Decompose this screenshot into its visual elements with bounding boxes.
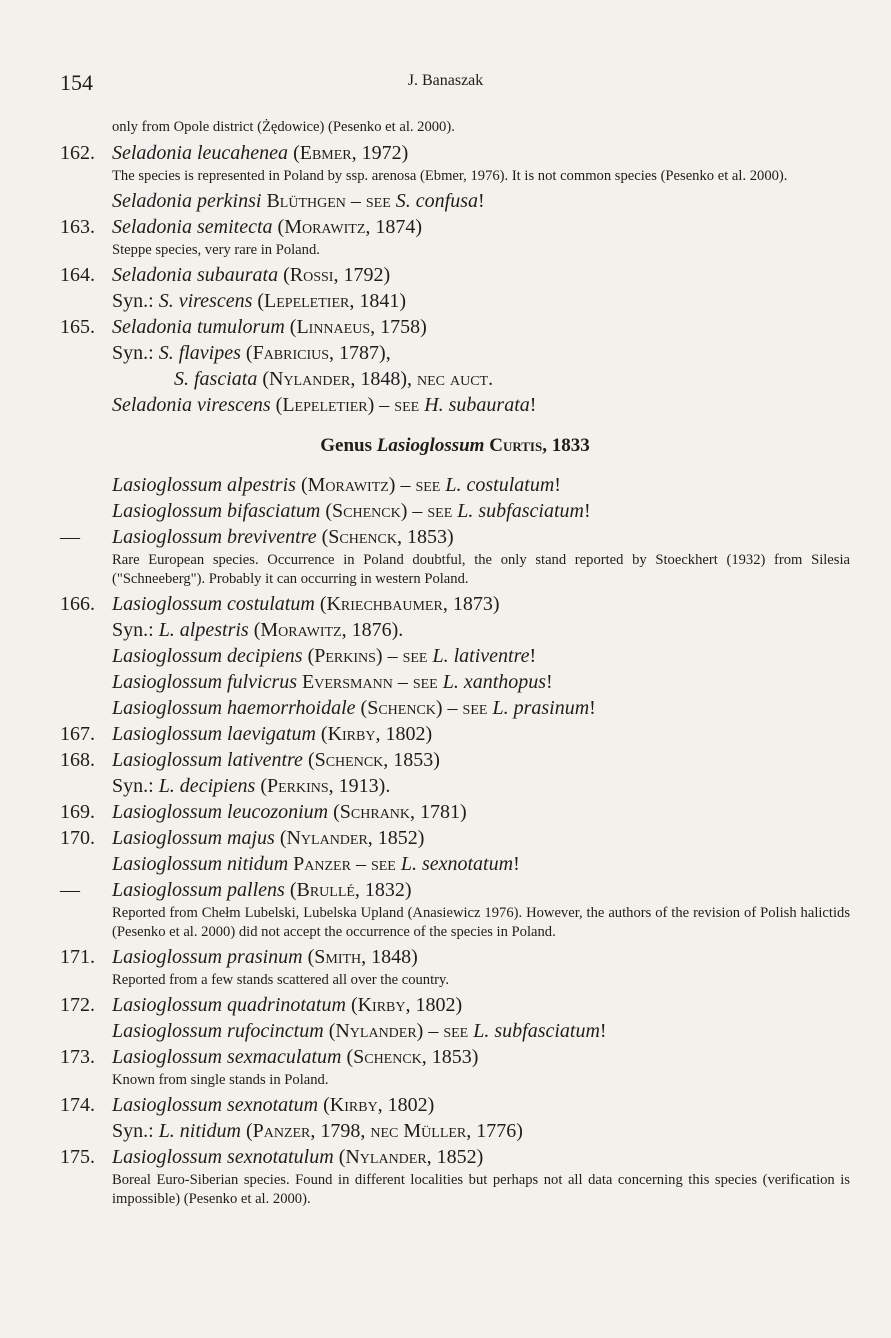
synonym <box>112 289 850 313</box>
synonym <box>112 1119 850 1143</box>
ref-target: H. subaurata <box>424 394 530 416</box>
species-name: Lasioglossum quadrinotatum <box>112 994 346 1016</box>
author-citation: (Kirby, 1802) <box>345 994 463 1016</box>
entry-172 <box>60 993 850 1017</box>
author-citation: (Schenck, 1853) <box>316 526 454 548</box>
species-name: Lasioglossum decipiens <box>112 645 303 667</box>
syn-label: Syn.: <box>112 342 159 364</box>
author-citation: (Kirby, 1802) <box>318 1094 435 1116</box>
cross-ref <box>112 189 850 213</box>
synonym <box>174 367 850 391</box>
species-name: L. alpestris <box>158 619 249 641</box>
ref-target: L. subfasciatum <box>473 1020 600 1042</box>
note: Rare European species. Occurrence in Poland doubtful, the only stand reported by Stoeckhert (1932) from Silesia ("Schneeberg"). Probably it can occurring in western Poland. <box>112 552 850 587</box>
species-name: Lasioglossum prasinum <box>112 946 303 968</box>
exclamation: ! <box>513 853 520 875</box>
note: The species is represented in Poland by ssp. arenosa (Ebmer, 1976). It is not common species (Pesenko et al. 2000). <box>112 168 788 184</box>
species-name: Lasioglossum breviventre <box>112 526 317 548</box>
note: Steppe species, very rare in Poland. <box>112 242 320 258</box>
author-citation: (Schenck, 1853) <box>341 1046 479 1068</box>
author-citation: (Nylander, 1852) <box>274 827 425 849</box>
species-name: S. virescens <box>158 290 253 312</box>
species-name: Seladonia semitecta <box>112 216 273 238</box>
species-name: Lasioglossum pallens <box>112 879 285 901</box>
species-name: Lasioglossum nitidum <box>112 853 289 875</box>
author-citation: (Rossi, 1792) <box>278 264 391 286</box>
author-citation: (Schrank, 1781) <box>328 801 467 823</box>
entry-number: 163. <box>60 216 95 238</box>
entry-number: 171. <box>60 946 95 968</box>
entry-number: 175. <box>60 1146 95 1168</box>
entry-breviventre <box>60 525 850 549</box>
note: Reported from a few stands scattered all over the country. <box>112 972 450 988</box>
species-name: Lasioglossum haemorrhoidale <box>112 697 356 719</box>
cross-ref <box>112 670 850 694</box>
exclamation: ! <box>583 500 591 522</box>
author-citation: (Perkins, 1913). <box>255 775 391 797</box>
species-name: Lasioglossum sexnotatum <box>112 1094 319 1116</box>
entry-164 <box>60 263 850 287</box>
ref-target: L. subfasciatum <box>457 500 584 522</box>
ref-target: L. sexnotatum <box>400 853 514 875</box>
author-citation: (Lepeletier) – see <box>270 394 425 416</box>
species-name: Seladonia tumulorum <box>112 316 285 338</box>
dash-marker: — <box>60 526 80 548</box>
exclamation: ! <box>599 1020 607 1042</box>
note: Boreal Euro-Siberian species. Found in different localities but perhaps not all data concerning this species (verification is impossible) (Pesenko et al. 2000). <box>112 1172 850 1207</box>
running-header-author: J. Banaszak <box>407 72 484 89</box>
author-citation: Curtis, 1833 <box>484 435 590 456</box>
cross-ref <box>112 499 850 523</box>
species-name: Lasioglossum lativentre <box>112 749 303 771</box>
author-citation: (Nylander, 1848), nec auct. <box>257 368 494 390</box>
author-citation: (Ebmer, 1972) <box>288 142 409 164</box>
synonym <box>112 774 850 798</box>
entry-number: 164. <box>60 264 95 286</box>
author-citation: (Kriechbaumer, 1873) <box>314 593 500 615</box>
note: Reported from Chełm Lubelski, Lubelska Upland (Anasiewicz 1976). However, the authors of the revision of Polish halictids (Pesenko et al. 2000) did not accept the occurrence of the species in Poland. <box>112 905 850 940</box>
page-number: 154 <box>60 70 93 95</box>
species-name: Seladonia perkinsi <box>112 190 262 212</box>
exclamation: ! <box>529 394 537 416</box>
author-citation: (Fabricius, 1787), <box>240 342 391 364</box>
cross-ref <box>112 393 850 417</box>
dash-marker: — <box>60 879 80 901</box>
note: Known from single stands in Poland. <box>112 1072 329 1088</box>
entry-167 <box>60 722 850 746</box>
syn-label: Syn.: <box>112 775 159 797</box>
ref-target: L. lativentre <box>432 645 530 667</box>
cross-ref <box>112 696 850 720</box>
species-name: L. nitidum <box>158 1120 241 1142</box>
entry-number: 174. <box>60 1094 95 1116</box>
entry-pallens <box>60 878 850 902</box>
syn-label: Syn.: <box>112 1120 159 1142</box>
entry-number: 168. <box>60 749 95 771</box>
species-name: Lasioglossum sexmaculatum <box>112 1046 342 1068</box>
author-citation: (Morawitz, 1874) <box>272 216 423 238</box>
author-citation: (Kirby, 1802) <box>315 723 433 745</box>
author-citation: (Nylander, 1852) <box>333 1146 484 1168</box>
entry-number: 169. <box>60 801 95 823</box>
author-citation: (Schenck, 1853) <box>302 749 440 771</box>
cross-ref <box>112 473 850 497</box>
exclamation: ! <box>589 697 596 719</box>
cross-ref <box>112 852 850 876</box>
species-name: S. flavipes <box>158 342 241 364</box>
cross-ref <box>112 1019 850 1043</box>
entry-170 <box>60 826 850 850</box>
species-name: L. decipiens <box>158 775 256 797</box>
syn-label: Syn.: <box>112 290 159 312</box>
species-name: Lasioglossum fulvicrus <box>112 671 298 693</box>
author-citation: (Perkins) – see <box>302 645 433 667</box>
author-citation: (Lepeletier, 1841) <box>252 290 406 312</box>
species-name: Lasioglossum majus <box>112 827 275 849</box>
entry-173 <box>60 1045 850 1069</box>
species-name: Lasioglossum bifasciatum <box>112 500 321 522</box>
note-line: only from Opole district (Żędowice) (Pesenko et al. 2000). <box>112 119 455 135</box>
species-name: Lasioglossum leucozonium <box>112 801 329 823</box>
species-name: Seladonia subaurata <box>112 264 279 286</box>
exclamation: ! <box>529 645 537 667</box>
genus-heading <box>60 435 850 457</box>
species-name: Lasioglossum costulatum <box>112 593 315 615</box>
author-citation: (Morawitz) – see <box>295 474 446 496</box>
species-name: Seladonia virescens <box>112 394 271 416</box>
syn-label: Syn.: <box>112 619 159 641</box>
author-citation: Blüthgen – see <box>261 190 396 212</box>
exclamation: ! <box>546 671 553 693</box>
author-citation: (Linnaeus, 1758) <box>284 316 427 338</box>
author-citation: Panzer – see <box>288 853 401 875</box>
entry-174 <box>60 1093 850 1117</box>
species-name: Lasioglossum sexnotatulum <box>112 1146 334 1168</box>
entry-165 <box>60 315 850 339</box>
ref-target: L. prasinum <box>492 697 590 719</box>
species-name: Seladonia leucahenea <box>112 142 289 164</box>
species-list <box>60 118 850 1212</box>
entry-171 <box>60 945 850 969</box>
ref-target: S. confusa <box>395 190 478 212</box>
synonym <box>112 618 850 642</box>
synonym <box>112 341 850 365</box>
author-citation: (Brullé, 1832) <box>284 879 412 901</box>
ref-target: L. xanthopus <box>442 671 547 693</box>
author-citation: (Schenck) – see <box>355 697 493 719</box>
entry-number: 166. <box>60 593 95 615</box>
author-citation: (Panzer, 1798, nec Müller, 1776) <box>240 1120 523 1142</box>
author-citation: (Nylander) – see <box>323 1020 474 1042</box>
exclamation: ! <box>477 190 485 212</box>
entry-169 <box>60 800 850 824</box>
entry-162 <box>60 141 850 165</box>
entry-175 <box>60 1145 850 1169</box>
cross-ref <box>112 644 850 668</box>
entry-163 <box>60 215 850 239</box>
genus-name: Lasioglossum <box>376 435 485 456</box>
exclamation: ! <box>554 474 561 496</box>
ref-target: L. costulatum <box>445 474 555 496</box>
author-citation: (Morawitz, 1876). <box>248 619 404 641</box>
author-citation: (Smith, 1848) <box>302 946 418 968</box>
genus-label: Genus <box>320 435 377 456</box>
author-citation: (Schenck) – see <box>320 500 458 522</box>
entry-number: 165. <box>60 316 95 338</box>
species-name: Lasioglossum laevigatum <box>112 723 316 745</box>
species-name: Lasioglossum alpestris <box>112 474 296 496</box>
entry-168 <box>60 748 850 772</box>
entry-number: 172. <box>60 994 95 1016</box>
author-citation: Eversmann – see <box>297 671 443 693</box>
entry-number: 173. <box>60 1046 95 1068</box>
species-name: S. fasciata <box>174 368 258 390</box>
entry-number: 170. <box>60 827 95 849</box>
entry-number: 162. <box>60 142 95 164</box>
species-name: Lasioglossum rufocinctum <box>112 1020 324 1042</box>
entry-number: 167. <box>60 723 95 745</box>
entry-166 <box>60 592 850 616</box>
